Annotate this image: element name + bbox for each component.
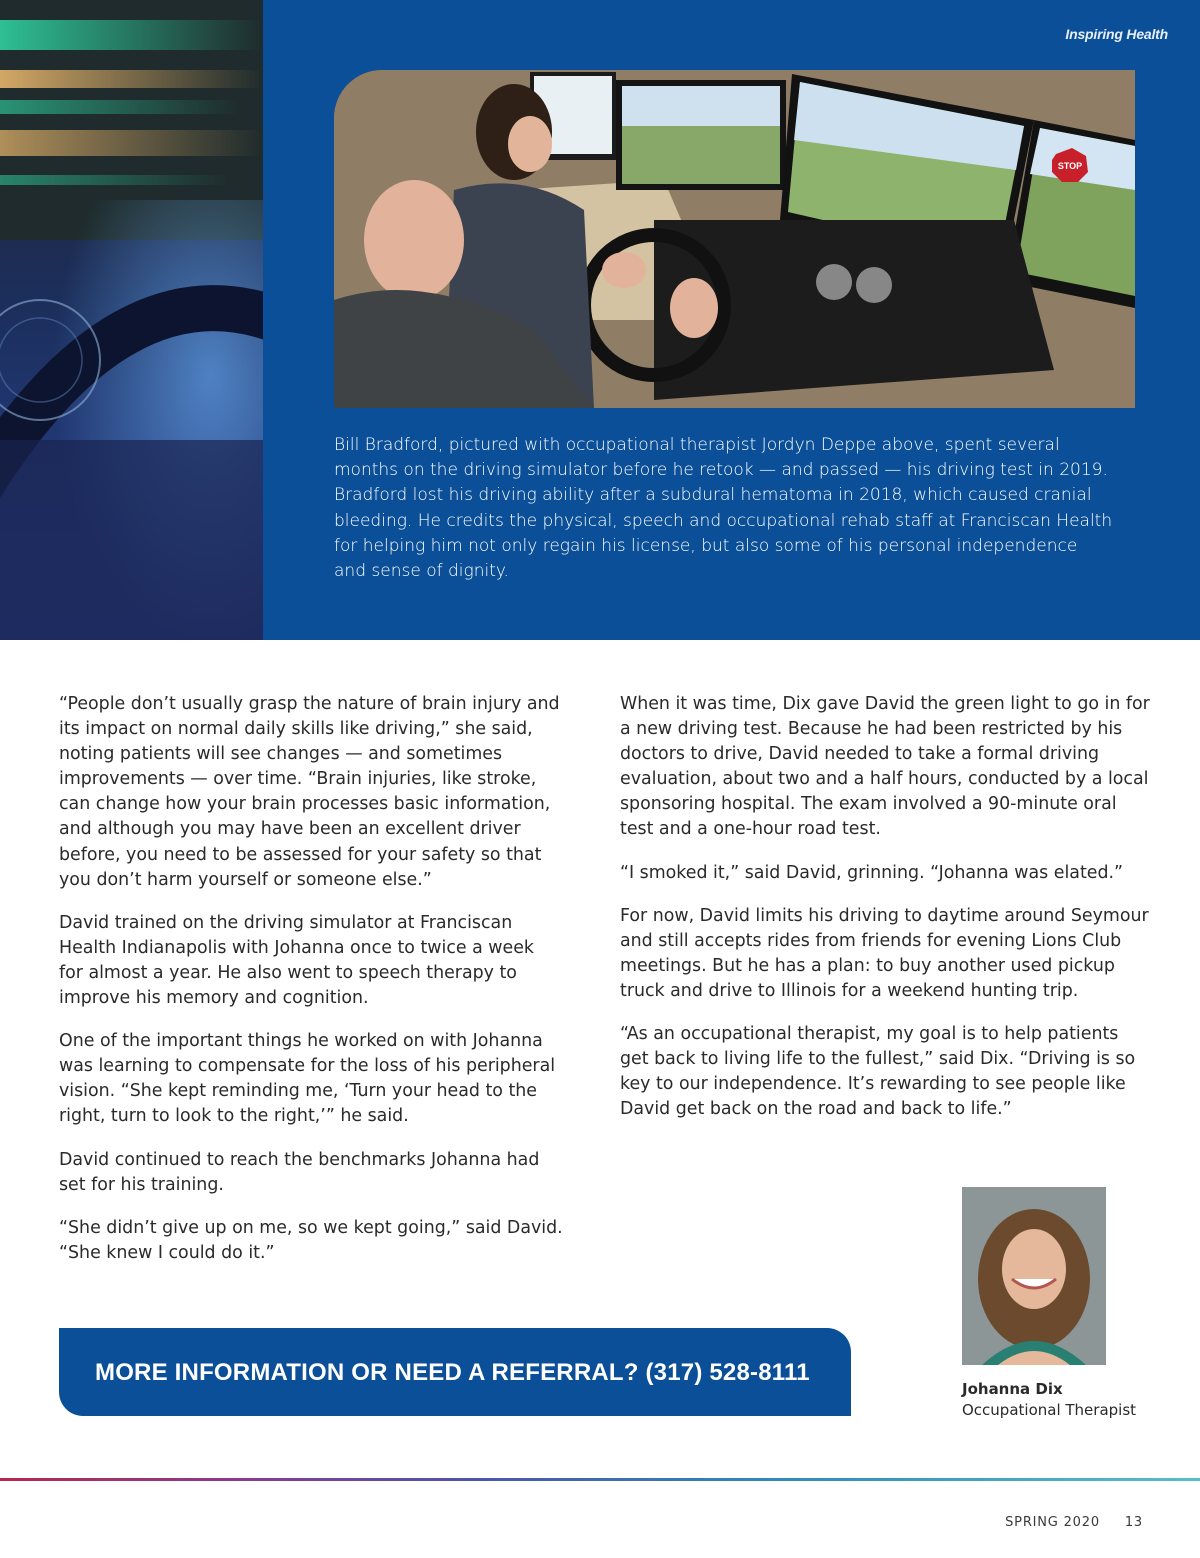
- article-paragraph: “I smoked it,” said David, grinning. “Johanna was elated.”: [620, 862, 1124, 883]
- driving-simulator-photo: [334, 70, 1135, 408]
- driving-simulator-graphic: [334, 70, 1135, 408]
- photo-caption: Bill Bradford, pictured with occupational therapist Jordyn Deppe above, spent several months on the driving simulator before he retook — and passed — his driving test in 2019. Bradford lost his driving ability after a subdural hematoma in 2018, which caused cranial bleeding. He credits the physical, speech and occupational rehab staff at Franciscan Health for helping him not only regain his license, but also some of his personal independence and sense of dignity.: [334, 435, 1113, 582]
- article-paragraph: David trained on the driving simulator at Franciscan Health Indianapolis with Johanna once to twice a week for almost a year. He also went to speech therapy to improve his memory and cognition.: [59, 912, 534, 1009]
- article-paragraph: “People don’t usually grasp the nature of brain injury and its impact on normal daily skills like driving,” she said, noting patients will see changes — and sometimes improvements — over time. “Brain injuries, like stroke, can change how your brain processes basic information, and although you may have been an excellent driver before, you need to be assessed for your safety so that you don’t harm yourself or someone else.”: [59, 694, 560, 890]
- portrait-role: Occupational Therapist: [962, 1401, 1137, 1419]
- referral-banner: [59, 1328, 851, 1416]
- article-paragraph: For now, David limits his driving to daytime around Seymour and still accepts rides from friends for evening Lions Club meetings. But he has a plan: to buy another used pickup truck and drive to Illinois for a weekend hunting trip.: [620, 905, 1149, 1001]
- article-column-left: [59, 692, 563, 1284]
- johanna-dix-portrait: [962, 1187, 1106, 1365]
- article-paragraph: “As an occupational therapist, my goal is to help patients get back to living life to the fullest,” said Dix. “Driving is so key to our independence. It’s rewarding to see people like David get back on the road and back to life.”: [620, 1024, 1136, 1120]
- article-paragraph: When it was time, Dix gave David the green light to go in for a new driving test. Because he had been restricted by his doctors to drive, David needed to take a formal driving evaluation, about two and a half hours, conducted by a local sponsoring hospital. The exam involved a 90-minute oral test and a one-hour road test.: [620, 694, 1150, 840]
- article-paragraph: One of the important things he worked on with Johanna was learning to compensate for the loss of his peripheral vision. “She kept reminding me, ‘Turn your head to the right, turn to look to the right,’” he said.: [59, 1031, 556, 1127]
- article-column-right: [620, 692, 1150, 1140]
- car-interior-image: [0, 0, 263, 640]
- footer-rule: [0, 1478, 1200, 1481]
- portrait-graphic: [962, 1187, 1106, 1365]
- stop-sign-text: STOP: [1057, 161, 1083, 171]
- section-kicker: Inspiring Health: [1065, 26, 1168, 42]
- car-interior-graphic: [0, 0, 263, 640]
- article-paragraph: “She didn’t give up on me, so we kept going,” said David. “She knew I could do it.”: [59, 1217, 563, 1263]
- issue-label: SPRING 2020: [1005, 1515, 1100, 1530]
- page-number: 13: [1124, 1515, 1143, 1530]
- article-paragraph: David continued to reach the benchmarks Johanna had set for his training.: [59, 1149, 540, 1195]
- page-footer: [1005, 1515, 1143, 1530]
- referral-banner-text: MORE INFORMATION OR NEED A REFERRAL? (317) 528-8111: [95, 1359, 810, 1386]
- portrait-name: Johanna Dix: [962, 1380, 1063, 1398]
